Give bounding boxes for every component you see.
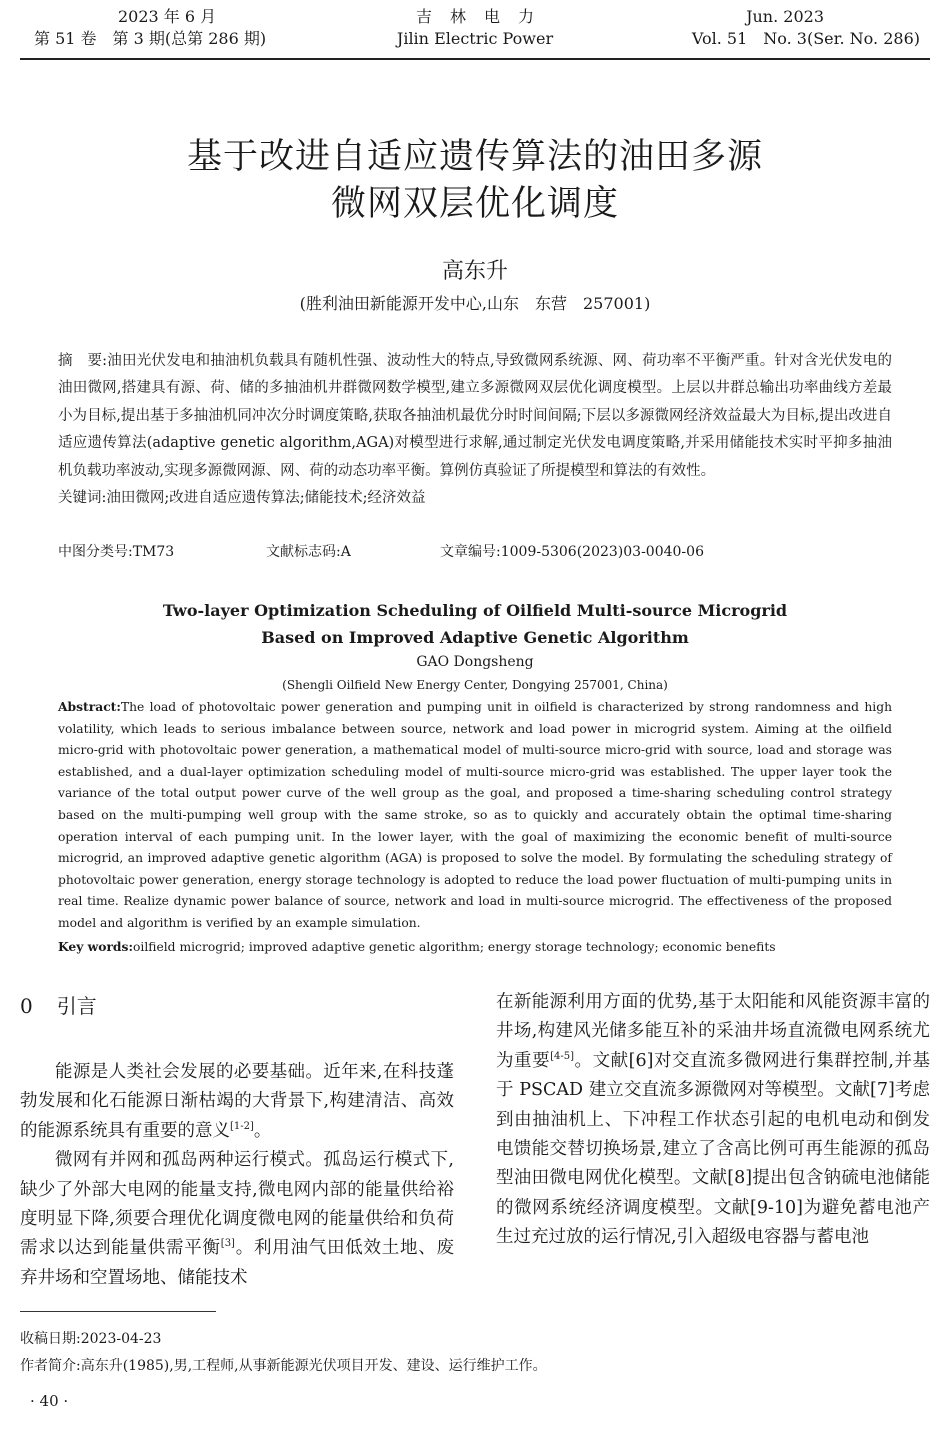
header-volume-cn: 第 51 卷 第 3 期(总第 286 期) bbox=[34, 29, 267, 48]
body-text: 在新能源利用方面的优势,基于太阳能和风能资源丰富的井场,构建风光储多能互补的采油井场直流微电网系统尤为重要 bbox=[496, 992, 930, 1071]
author-name: 高东升 bbox=[441, 259, 508, 284]
keywords-cn-text: 油田微网;改进自适应遗传算法;储能技术;经济效益 bbox=[106, 490, 426, 507]
citation: [1-2] bbox=[230, 1120, 254, 1132]
body-text: 。文献[6]对交直流多微网进行集群控制,并基于 PSCAD 建立交直流多源微网对等模型。文献[7]考虑到由抽油机上、下冲程工作状态引起的电机电动和倒发电馈能交替切换场景,建立了含高比例可再生能源的孤岛型油田微电网优化模型。文献[8]提出包含钠硫电池储能的微网系统经济调度模型。文献[9-10]为避免蓄电池产生过充过放的运行情况,引入超级电容器与蓄电池 bbox=[496, 1050, 931, 1248]
author-affiliation: (胜利油田新能源开发中心,山东 东营 257001) bbox=[299, 294, 651, 313]
header-date-cn: 2023 年 6 月 bbox=[118, 7, 217, 26]
english-title-line-2: Based on Improved Adaptive Genetic Algorithm bbox=[261, 628, 689, 647]
paper-title bbox=[60, 134, 890, 228]
body-column-left bbox=[20, 1058, 454, 1293]
header-rule bbox=[20, 58, 930, 60]
body-text: 能源是人类社会发展的必要基础。近年来,在科技蓬勃发展和化石能源日渐枯竭的大背景下,构建清洁、高效的能源系统具有重要的意义 bbox=[20, 1062, 454, 1141]
english-author: GAO Dongsheng bbox=[416, 654, 534, 670]
clc-number: 中图分类号:TM73 bbox=[58, 544, 175, 560]
article-number: 文章编号:1009-5306(2023)03-0040-06 bbox=[440, 544, 704, 560]
english-affiliation: (Shengli Oilfield New Energy Center, Dongying 257001, China) bbox=[282, 678, 668, 692]
keywords-cn-label: 关键词: bbox=[58, 490, 107, 507]
journal-name-en: Jilin Electric Power bbox=[396, 29, 554, 48]
title-line-2: 微网双层优化调度 bbox=[330, 184, 619, 224]
keywords-en-label: Key words: bbox=[58, 939, 133, 954]
citation: [3] bbox=[220, 1238, 235, 1250]
abstract-en-label: Abstract: bbox=[58, 699, 121, 714]
header-center bbox=[360, 6, 590, 50]
title-line-1: 基于改进自适应遗传算法的油田多源 bbox=[186, 137, 763, 177]
abstract-en bbox=[58, 696, 892, 935]
abstract-cn-text: 油田光伏发电和抽油机负载具有随机性强、波动性大的特点,导致微网系统源、网、荷功率不平衡严重。针对含光伏发电的油田微网,搭建具有源、荷、储的多抽油机井群微网数学模型,建立多源微网双层优化调度模型。上层以井群总输出功率曲线方差最小为目标,提出基于多抽油机同冲次分时调度策略,获取各抽油机最优分时时间间隔;下层以多源微网经济效益最大为目标,提出改进自适应遗传算法(adaptive genetic algorithm,AGA)对模型进行求解,通过制定光伏发电调度策略,并采用储能技术实时平抑多抽油机负载功率波动,实现多源微网源、网、荷的动态功率平衡。算例仿真验证了所提模型和算法的有效性。 bbox=[58, 353, 892, 479]
abstract-cn-paragraph bbox=[58, 348, 892, 485]
english-title bbox=[60, 597, 890, 651]
body-column-right bbox=[496, 988, 930, 1253]
footnote-rule bbox=[20, 1311, 216, 1312]
keywords-en-text: oilfield microgrid; improved adaptive genetic algorithm; energy storage technology; economic benefits bbox=[133, 940, 776, 954]
abstract-cn-label: 摘 要: bbox=[58, 353, 108, 369]
received-date: 收稿日期:2023-04-23 bbox=[20, 1331, 162, 1347]
abstract-en-text: The load of photovoltaic power generation and pumping unit in oilfield is characterized by strong randomness and high volatility, which leads to serious imbalance between source, network and load power in microgrid system. Aiming at the oilfield micro-grid with photovoltaic power generation, a mathematical model of multi-source micro-grid with source, load and storage was established, and a dual-layer optimization scheduling model of multi-source micro-grid was established. The upper layer took the variance of the total output power curve of the well group as the goal, and proposed a time-sharing scheduling control strategy based on the multi-pumping well group with the same stroke, so as to quickly and accurately obtain the optimal time-sharing operation interval of each pumping unit. In the lower layer, with the goal of maximizing the economic benefit of multi-source microgrid, an improved adaptive genetic algorithm (AGA) is proposed to solve the model. By formulating the scheduling strategy of photovoltaic power generation, energy storage technology is adopted to reduce the load power fluctuation of multi-pumping units in real time. Realize dynamic power balance of source, network and load in multi-source microgrid. The effectiveness of the proposed model and algorithm is verified by an example simulation. bbox=[58, 700, 892, 930]
citation: [4-5] bbox=[550, 1050, 575, 1062]
header-date-en: Jun. 2023 bbox=[746, 7, 824, 26]
document-code: 文献标志码:A bbox=[266, 544, 351, 560]
journal-name-cn: 吉林电力 bbox=[415, 7, 552, 26]
body-text: 微网有并网和孤岛两种运行模式。孤岛运行模式下,缺少了外部大电网的能量支持,微电网内部的能量供给裕度明显下降,须要合理优化调度微电网的能量供给和负荷需求以达到能量供需平衡 bbox=[20, 1150, 454, 1259]
body-text: 。 bbox=[253, 1120, 272, 1141]
header-volume-en: Vol. 51 No. 3(Ser. No. 286) bbox=[691, 29, 920, 48]
author-bio: 作者简介:高东升(1985),男,工程师,从事新能源光伏项目开发、建设、运行维护工作。 bbox=[20, 1358, 547, 1374]
page-number: · 40 · bbox=[30, 1392, 69, 1410]
section-number: 0 bbox=[20, 994, 33, 1018]
header-left bbox=[34, 6, 334, 50]
body-text: 。利用油气田低效土地、废弃井场和空置场地、储能技术 bbox=[20, 1238, 455, 1288]
body-paragraph bbox=[20, 1146, 454, 1293]
header-right bbox=[640, 6, 920, 50]
abstract-cn bbox=[58, 348, 892, 512]
body-paragraph bbox=[496, 988, 930, 1253]
body-paragraph bbox=[20, 1058, 454, 1146]
keywords-en bbox=[58, 937, 892, 957]
english-title-line-1: Two-layer Optimization Scheduling of Oilfield Multi-source Microgrid bbox=[162, 601, 788, 620]
section-heading-introduction bbox=[20, 992, 97, 1020]
section-title: 引言 bbox=[56, 994, 97, 1018]
keywords-cn bbox=[58, 485, 892, 512]
